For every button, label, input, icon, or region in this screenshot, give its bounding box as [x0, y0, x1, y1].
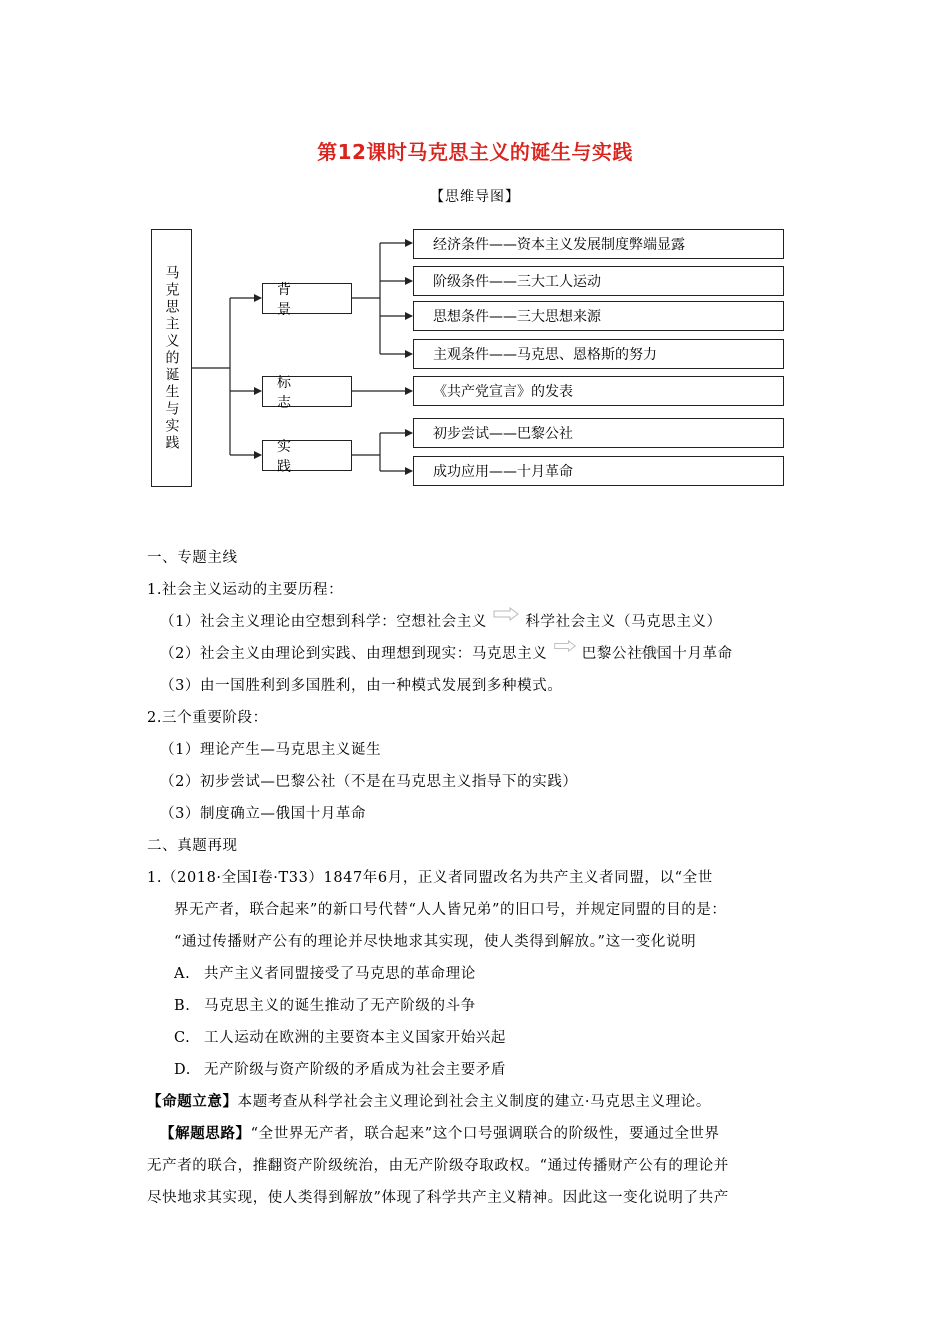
section1-item1-2-part-c: 俄国十月革命 — [642, 646, 733, 662]
page-title: 第12课时马克思主义的诞生与实践 — [317, 140, 633, 164]
mindmap-root-label: 马克思主义的诞生与实践 — [163, 264, 180, 452]
branch-practice: 实 践 — [262, 440, 352, 471]
option-key: A. — [174, 966, 191, 982]
branch-sign: 标 志 — [262, 376, 352, 407]
option-d — [174, 1058, 506, 1079]
section1-item1-1-part-a: （1）社会主义理论由空想到科学：空想社会主义 — [160, 614, 487, 630]
section1-item2-1: （1）理论产生—马克思主义诞生 — [160, 742, 382, 758]
hollow-arrow-icon — [553, 639, 577, 653]
option-key: D. — [174, 1062, 191, 1078]
leaf-october-revolution: 成功应用——十月革命 — [413, 456, 784, 486]
analysis-line1 — [160, 1122, 720, 1143]
hollow-arrow-icon — [636, 644, 660, 658]
intent-paragraph — [147, 1090, 711, 1111]
option-text: 共产主义者同盟接受了马克思的革命理论 — [204, 966, 476, 982]
intent-label: 【命题立意】 — [147, 1093, 238, 1110]
question1-line3: “通过传播财产公有的理论并尽快地求其实现，使人类得到解放。”这一变化说明 — [174, 934, 697, 950]
section1-item1-2 — [160, 642, 733, 663]
branch-background: 背 景 — [262, 283, 352, 314]
option-b — [174, 994, 476, 1015]
question1-line1: 1.（2018·全国Ⅰ卷·T33）1847年6月，正义者同盟改名为共产主义者同盟，以“全世 — [147, 870, 713, 886]
section2-heading: 二、真题再现 — [147, 838, 238, 854]
leaf-paris-commune: 初步尝试——巴黎公社 — [413, 418, 784, 448]
section1-item2: 2.三个重要阶段： — [147, 710, 268, 726]
section1-item1: 1.社会主义运动的主要历程： — [147, 582, 344, 598]
leaf-class: 阶级条件——三大工人运动 — [413, 266, 784, 296]
section1-item2-3: （3）制度确立—俄国十月革命 — [160, 806, 367, 822]
leaf-subjective: 主观条件——马克思、恩格斯的努力 — [413, 339, 784, 369]
intent-text: 本题考查从科学社会主义理论到社会主义制度的建立·马克思主义理论。 — [237, 1094, 711, 1110]
leaf-thought: 思想条件——三大思想来源 — [413, 301, 784, 331]
option-c — [174, 1026, 506, 1047]
option-text: 工人运动在欧洲的主要资本主义国家开始兴起 — [204, 1030, 506, 1046]
analysis-line2: 无产者的联合，推翻资产阶级统治，由无产阶级夺取政权。“通过传播财产公有的理论并 — [147, 1158, 729, 1174]
section1-item2-2: （2）初步尝试—巴黎公社（不是在马克思主义指导下的实践） — [160, 774, 578, 790]
section1-heading: 一、专题主线 — [147, 550, 238, 566]
analysis-text: “全世界无产者，联合起来”这个口号强调联合的阶级性，要通过全世界 — [250, 1126, 720, 1142]
mindmap-root — [151, 229, 192, 487]
section1-item1-3: （3）由一国胜利到多国胜利，由一种模式发展到多种模式。 — [160, 678, 563, 694]
option-text: 马克思主义的诞生推动了无产阶级的斗争 — [204, 998, 476, 1014]
option-a — [174, 962, 476, 983]
analysis-line3: 尽快地求其实现，使人类得到解放”体现了科学共产主义精神。因此这一变化说明了共产 — [147, 1190, 729, 1206]
analysis-label: 【解题思路】 — [160, 1125, 251, 1142]
section1-item1-1-part-b: 科学社会主义（马克思主义） — [525, 614, 722, 630]
section1-item1-1 — [160, 610, 722, 631]
section1-item1-2-part-b: 巴黎公社 — [581, 646, 643, 662]
question1-line2: 界无产者，联合起来”的新口号代替“人人皆兄弟”的旧口号，并规定同盟的目的是： — [174, 902, 727, 918]
leaf-economic: 经济条件——资本主义发展制度弊端显露 — [413, 229, 784, 259]
mindmap-heading: 【思维导图】 — [430, 189, 520, 205]
hollow-arrow-icon — [492, 607, 520, 621]
section1-item1-2-part-a: （2）社会主义由理论到实践、由理想到现实：马克思主义 — [160, 646, 548, 662]
option-key: C. — [174, 1030, 191, 1046]
leaf-manifesto: 《共产党宣言》的发表 — [413, 376, 784, 406]
option-key: B. — [174, 998, 191, 1014]
option-text: 无产阶级与资产阶级的矛盾成为社会主要矛盾 — [204, 1062, 506, 1078]
